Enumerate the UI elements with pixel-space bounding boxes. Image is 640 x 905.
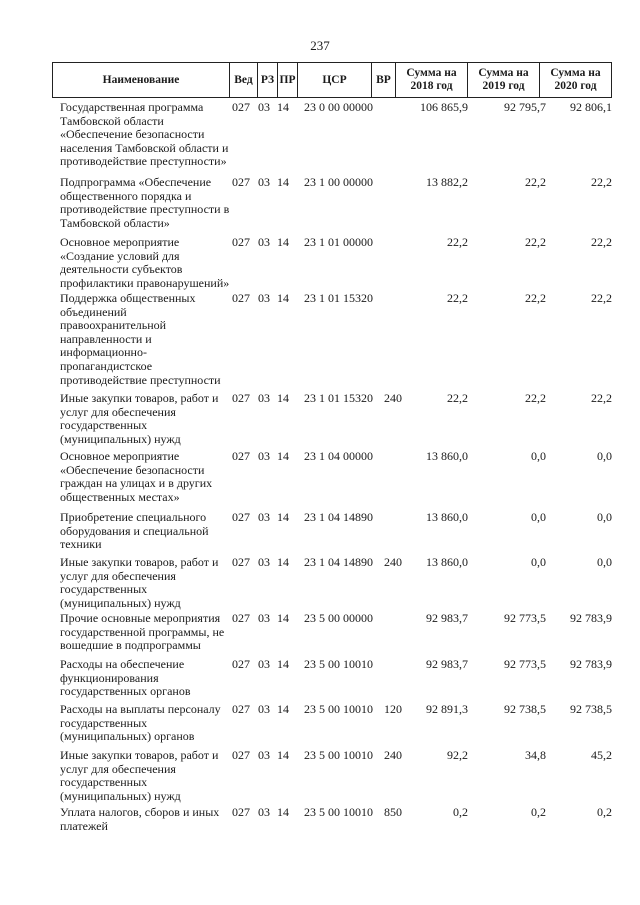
row-csr: 23 1 04 14890 [304, 555, 373, 569]
row-ved: 027 [232, 235, 250, 249]
header-vr: ВР [371, 63, 395, 97]
row-csr: 23 1 04 00000 [304, 449, 373, 463]
row-sum-2018: 22,2 [447, 291, 468, 305]
table-header [52, 62, 612, 98]
row-vr: 240 [384, 391, 402, 405]
row-rz: 03 [258, 510, 270, 524]
row-sum-2020: 45,2 [591, 748, 612, 762]
row-sum-2018: 92,2 [447, 748, 468, 762]
row-pr: 14 [277, 748, 289, 762]
header-name: Наименование [102, 73, 180, 86]
row-ved: 027 [232, 291, 250, 305]
row-pr: 14 [277, 555, 289, 569]
row-name: Подпрограмма «Обеспечение общественного порядка и противодействие преступности в Тамбовской области» [60, 175, 230, 230]
row-pr: 14 [277, 657, 289, 671]
header-rz: РЗ [257, 63, 277, 97]
row-ved: 027 [232, 510, 250, 524]
row-name: Иные закупки товаров, работ и услуг для обеспечения государственных (муниципальных) нужд [60, 748, 219, 803]
row-sum-2020: 92 806,1 [570, 100, 612, 114]
row-rz: 03 [258, 100, 270, 114]
row-ved: 027 [232, 175, 250, 189]
row-sum-2019: 92 795,7 [504, 100, 546, 114]
row-sum-2018: 13 882,2 [426, 175, 468, 189]
row-rz: 03 [258, 657, 270, 671]
row-sum-2019: 0,0 [531, 510, 546, 524]
row-pr: 14 [277, 291, 289, 305]
row-sum-2018: 92 983,7 [426, 611, 468, 625]
row-rz: 03 [258, 175, 270, 189]
header-sum-2020: Сумма на 2020 год [539, 63, 611, 97]
header-csr: ЦСР [297, 63, 371, 97]
row-pr: 14 [277, 175, 289, 189]
row-ved: 027 [232, 100, 250, 114]
row-ved: 027 [232, 748, 250, 762]
page-number: 237 [310, 38, 330, 53]
row-ved: 027 [232, 702, 250, 716]
row-name: Расходы на обеспечение функционирования государственных органов [60, 657, 191, 699]
row-sum-2018: 22,2 [447, 235, 468, 249]
row-sum-2018: 0,2 [453, 805, 468, 819]
row-sum-2019: 0,0 [531, 555, 546, 569]
row-vr: 240 [384, 748, 402, 762]
row-sum-2018: 22,2 [447, 391, 468, 405]
row-ved: 027 [232, 805, 250, 819]
row-sum-2019: 22,2 [525, 391, 546, 405]
row-name: Основное мероприятие «Создание условий для деятельности субъектов профилактики правонарушений» [60, 235, 230, 290]
row-sum-2020: 0,0 [597, 510, 612, 524]
row-ved: 027 [232, 611, 250, 625]
row-name: Основное мероприятие «Обеспечение безопасности граждан на улицах и в других общественных местах» [60, 449, 213, 504]
row-rz: 03 [258, 748, 270, 762]
row-csr: 23 5 00 10010 [304, 748, 373, 762]
row-sum-2019: 92 738,5 [504, 702, 546, 716]
row-sum-2020: 22,2 [591, 175, 612, 189]
row-sum-2018: 13 860,0 [426, 555, 468, 569]
header-sum-2018: Сумма на 2018 год [395, 63, 467, 97]
row-rz: 03 [258, 291, 270, 305]
row-sum-2019: 0,0 [531, 449, 546, 463]
row-name: Государственная программа Тамбовской области «Обеспечение безопасности населения Тамбовской области и противодействие преступности» [60, 100, 229, 169]
row-vr: 850 [384, 805, 402, 819]
row-pr: 14 [277, 702, 289, 716]
row-name: Иные закупки товаров, работ и услуг для обеспечения государственных (муниципальных) нужд [60, 555, 219, 610]
row-rz: 03 [258, 555, 270, 569]
row-csr: 23 5 00 10010 [304, 805, 373, 819]
row-ved: 027 [232, 391, 250, 405]
row-sum-2018: 13 860,0 [426, 449, 468, 463]
row-rz: 03 [258, 449, 270, 463]
row-csr: 23 1 04 14890 [304, 510, 373, 524]
row-csr: 23 5 00 10010 [304, 657, 373, 671]
row-rz: 03 [258, 235, 270, 249]
row-rz: 03 [258, 702, 270, 716]
row-sum-2020: 22,2 [591, 291, 612, 305]
row-sum-2019: 92 773,5 [504, 611, 546, 625]
row-pr: 14 [277, 449, 289, 463]
row-name: Прочие основные мероприятия государственной программы, не вошедшие в подпрограммы [60, 611, 225, 653]
header-pr: ПР [277, 63, 297, 97]
row-sum-2018: 92 983,7 [426, 657, 468, 671]
row-name: Приобретение специального оборудования и специальной техники [60, 510, 209, 552]
row-sum-2019: 22,2 [525, 291, 546, 305]
row-sum-2020: 0,2 [597, 805, 612, 819]
row-sum-2020: 0,0 [597, 449, 612, 463]
row-sum-2019: 92 773,5 [504, 657, 546, 671]
row-vr: 120 [384, 702, 402, 716]
row-sum-2020: 0,0 [597, 555, 612, 569]
row-csr: 23 5 00 00000 [304, 611, 373, 625]
row-rz: 03 [258, 805, 270, 819]
row-csr: 23 5 00 10010 [304, 702, 373, 716]
row-sum-2020: 92 783,9 [570, 657, 612, 671]
row-sum-2019: 22,2 [525, 175, 546, 189]
row-sum-2020: 92 738,5 [570, 702, 612, 716]
row-ved: 027 [232, 657, 250, 671]
row-name: Уплата налогов, сборов и иных платежей [60, 805, 220, 833]
row-pr: 14 [277, 391, 289, 405]
row-csr: 23 0 00 00000 [304, 100, 373, 114]
row-sum-2019: 22,2 [525, 235, 546, 249]
row-sum-2020: 22,2 [591, 391, 612, 405]
row-csr: 23 1 01 15320 [304, 291, 373, 305]
row-rz: 03 [258, 611, 270, 625]
row-csr: 23 1 00 00000 [304, 175, 373, 189]
header-ved: Вед [229, 63, 257, 97]
row-pr: 14 [277, 805, 289, 819]
row-vr: 240 [384, 555, 402, 569]
row-pr: 14 [277, 235, 289, 249]
row-rz: 03 [258, 391, 270, 405]
row-sum-2018: 106 865,9 [420, 100, 468, 114]
row-pr: 14 [277, 510, 289, 524]
row-name: Иные закупки товаров, работ и услуг для обеспечения государственных (муниципальных) нужд [60, 391, 219, 446]
row-pr: 14 [277, 100, 289, 114]
row-csr: 23 1 01 00000 [304, 235, 373, 249]
row-sum-2020: 22,2 [591, 235, 612, 249]
row-csr: 23 1 01 15320 [304, 391, 373, 405]
row-sum-2019: 34,8 [525, 748, 546, 762]
row-name: Поддержка общественных объединений правоохранительной направленности и информационно-пропагандистское противодействие преступности [60, 291, 221, 387]
row-sum-2020: 92 783,9 [570, 611, 612, 625]
row-name: Расходы на выплаты персоналу государственных (муниципальных) органов [60, 702, 221, 744]
row-sum-2018: 13 860,0 [426, 510, 468, 524]
row-ved: 027 [232, 449, 250, 463]
row-sum-2019: 0,2 [531, 805, 546, 819]
header-sum-2019: Сумма на 2019 год [467, 63, 539, 97]
row-ved: 027 [232, 555, 250, 569]
row-sum-2018: 92 891,3 [426, 702, 468, 716]
row-pr: 14 [277, 611, 289, 625]
